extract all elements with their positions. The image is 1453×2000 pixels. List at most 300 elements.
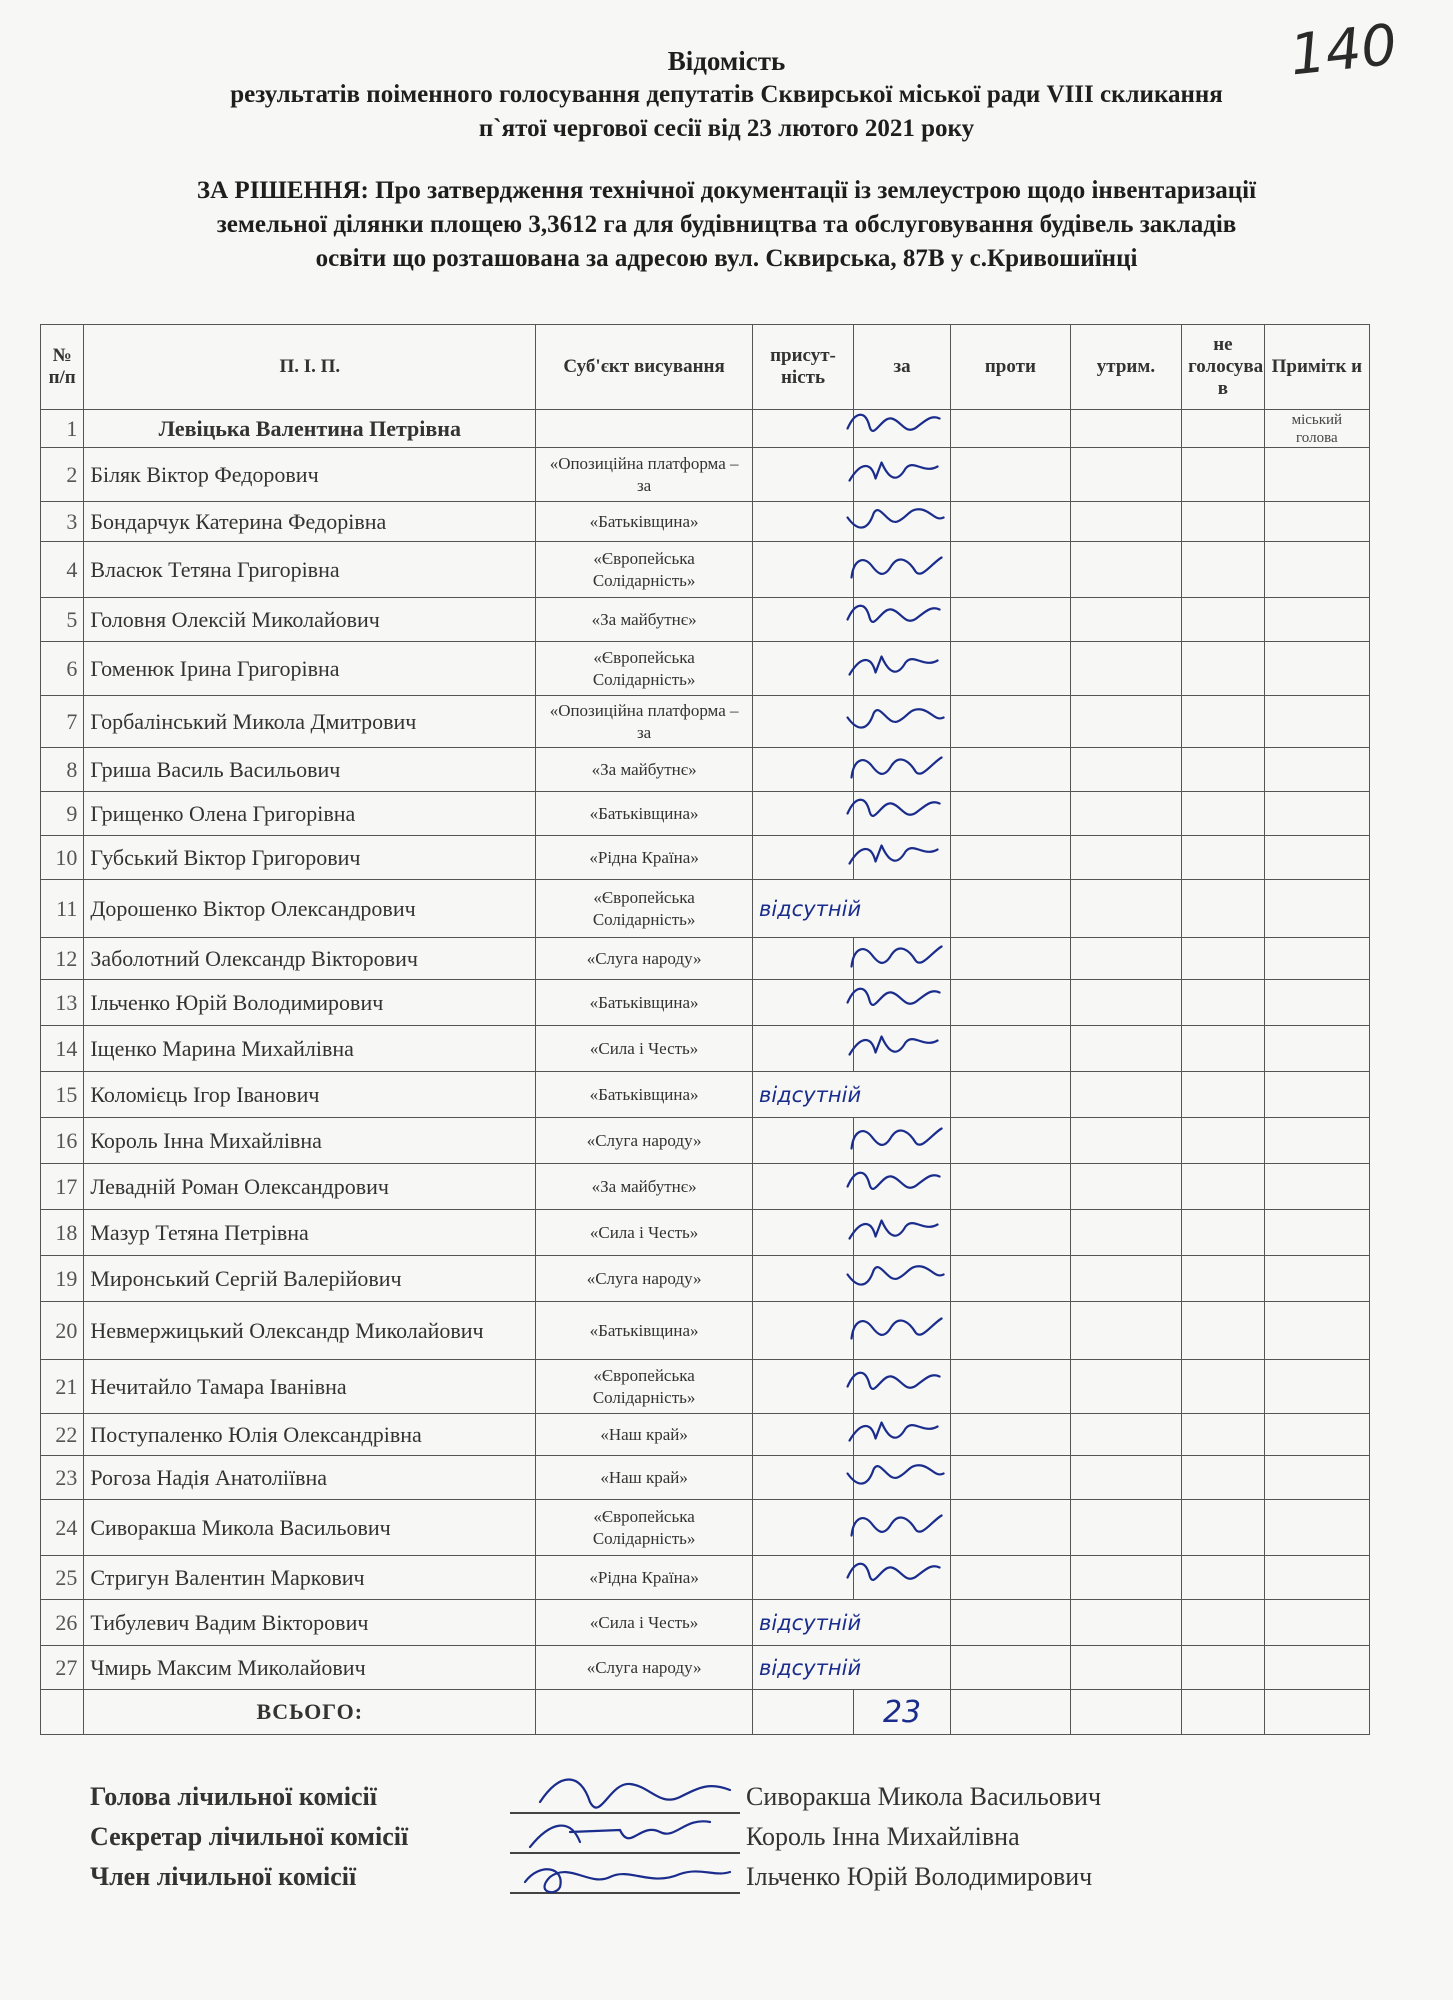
for-cell xyxy=(854,1360,951,1414)
against-cell xyxy=(951,1302,1071,1360)
present-cell xyxy=(752,598,853,642)
not-voted-cell xyxy=(1182,836,1265,880)
deputy-name: Чмирь Максим Миколайович xyxy=(84,1646,536,1690)
deputy-name: Бондарчук Катерина Федорівна xyxy=(84,502,536,542)
total-row xyxy=(41,1690,1370,1735)
table-row xyxy=(41,836,1370,880)
for-cell xyxy=(854,542,951,598)
deputy-name: Гоменюк Ірина Григорівна xyxy=(84,642,536,696)
row-num: 7 xyxy=(41,696,84,748)
not-voted-cell xyxy=(1182,1646,1265,1690)
table-row xyxy=(41,1600,1370,1646)
party xyxy=(536,410,753,448)
against-cell xyxy=(951,1118,1071,1164)
abstain-cell xyxy=(1070,1118,1181,1164)
abstain-cell xyxy=(1070,542,1181,598)
not-voted-cell xyxy=(1182,1500,1265,1556)
not-voted-cell xyxy=(1182,1600,1265,1646)
for-cell xyxy=(854,696,951,748)
note-cell xyxy=(1264,1210,1369,1256)
abstain-cell xyxy=(1070,748,1181,792)
note-cell xyxy=(1264,1164,1369,1210)
deputy-name: Нечитайло Тамара Іванівна xyxy=(84,1360,536,1414)
title-line-1: результатів поіменного голосування депутатів Сквирської міської ради VIII скликання xyxy=(230,81,1223,108)
row-num: 10 xyxy=(41,836,84,880)
note-cell xyxy=(1264,792,1369,836)
total-note-cell xyxy=(1264,1690,1369,1735)
header-name: П. І. П. xyxy=(84,325,536,410)
note-cell xyxy=(1264,1026,1369,1072)
note-cell xyxy=(1264,1646,1369,1690)
against-cell xyxy=(951,696,1071,748)
party: «Європейська Солідарність» xyxy=(536,880,753,938)
deputy-name: Сиворакша Микола Васильович xyxy=(84,1500,536,1556)
row-num: 23 xyxy=(41,1456,84,1500)
note-cell xyxy=(1264,1556,1369,1600)
against-cell xyxy=(951,836,1071,880)
row-num: 3 xyxy=(41,502,84,542)
note-cell xyxy=(1264,642,1369,696)
note-cell xyxy=(1264,696,1369,748)
not-voted-cell xyxy=(1182,1414,1265,1456)
against-cell xyxy=(951,1256,1071,1302)
not-voted-cell xyxy=(1182,542,1265,598)
absent-mark: відсутній xyxy=(758,1655,862,1680)
table-row xyxy=(41,748,1370,792)
for-cell xyxy=(854,448,951,502)
note-cell xyxy=(1264,598,1369,642)
against-cell xyxy=(951,938,1071,980)
title-line-2: п`ятої чергової сесії від 23 лютого 2021 року xyxy=(478,115,975,142)
present-cell xyxy=(752,1556,853,1600)
table-body xyxy=(41,410,1370,1735)
party: «Опозиційна платформа – за xyxy=(536,696,753,748)
table-row xyxy=(41,880,1370,938)
chair-role: Голова лічильної комісії xyxy=(90,1782,377,1811)
party: «Слуга народу» xyxy=(536,938,753,980)
note-cell: міський голова xyxy=(1264,410,1369,448)
total-present-cell xyxy=(752,1690,853,1735)
table-row xyxy=(41,938,1370,980)
for-cell xyxy=(854,1556,951,1600)
note-cell xyxy=(1264,980,1369,1026)
abstain-cell xyxy=(1070,410,1181,448)
party: «Опозиційна платформа – за xyxy=(536,448,753,502)
party: «За майбутнє» xyxy=(536,598,753,642)
abstain-cell xyxy=(1070,836,1181,880)
header-abstain: утрим. xyxy=(1070,325,1181,410)
for-cell xyxy=(854,1500,951,1556)
row-num: 6 xyxy=(41,642,84,696)
against-cell xyxy=(951,880,1071,938)
party: «Європейська Солідарність» xyxy=(536,642,753,696)
against-cell xyxy=(951,1500,1071,1556)
row-num: 24 xyxy=(41,1500,84,1556)
against-cell xyxy=(951,1210,1071,1256)
against-cell xyxy=(951,642,1071,696)
for-cell xyxy=(854,836,951,880)
table-row xyxy=(41,696,1370,748)
for-cell xyxy=(854,1118,951,1164)
deputy-name: Біляк Віктор Федорович xyxy=(84,448,536,502)
not-voted-cell xyxy=(1182,1072,1265,1118)
header-num: № п/п xyxy=(41,325,84,410)
table-row xyxy=(41,1072,1370,1118)
decision-line-2: земельної ділянки площею 3,3612 га для будівництва та обслуговування будівель закладів xyxy=(216,211,1237,238)
note-cell xyxy=(1264,1072,1369,1118)
deputy-name: Поступаленко Юлія Олександрівна xyxy=(84,1414,536,1456)
against-cell xyxy=(951,980,1071,1026)
for-cell xyxy=(854,502,951,542)
header-for: за xyxy=(854,325,951,410)
note-cell xyxy=(1264,502,1369,542)
for-cell xyxy=(854,1302,951,1360)
deputy-name: Невмержицький Олександр Миколайович xyxy=(84,1302,536,1360)
total-for-value: 23 xyxy=(882,1694,922,1730)
not-voted-cell xyxy=(1182,696,1265,748)
table-row xyxy=(41,1500,1370,1556)
for-cell xyxy=(854,1026,951,1072)
present-cell xyxy=(752,938,853,980)
deputy-name: Коломієць Ігор Іванович xyxy=(84,1072,536,1118)
header-note: Примітк и xyxy=(1264,325,1369,410)
party: «Сила і Честь» xyxy=(536,1210,753,1256)
party: «Батьківщина» xyxy=(536,980,753,1026)
row-num: 2 xyxy=(41,448,84,502)
total-against-cell xyxy=(951,1690,1071,1735)
table-row xyxy=(41,1360,1370,1414)
present-cell xyxy=(752,1414,853,1456)
party: «Європейська Солідарність» xyxy=(536,1360,753,1414)
against-cell xyxy=(951,598,1071,642)
against-cell xyxy=(951,1360,1071,1414)
table-row xyxy=(41,1456,1370,1500)
note-cell xyxy=(1264,1118,1369,1164)
table-row xyxy=(41,1256,1370,1302)
table-row xyxy=(41,502,1370,542)
deputy-name: Ільченко Юрій Володимирович xyxy=(84,980,536,1026)
note-cell xyxy=(1264,1456,1369,1500)
member-name: Ільченко Юрій Володимирович xyxy=(746,1862,1093,1891)
against-cell xyxy=(951,748,1071,792)
not-voted-cell xyxy=(1182,1302,1265,1360)
total-label: ВСЬОГО: xyxy=(84,1690,536,1735)
not-voted-cell xyxy=(1182,410,1265,448)
abstain-cell xyxy=(1070,1646,1181,1690)
not-voted-cell xyxy=(1182,938,1265,980)
absent-cell xyxy=(752,1646,950,1690)
not-voted-cell xyxy=(1182,748,1265,792)
present-cell xyxy=(752,1456,853,1500)
party: «Наш край» xyxy=(536,1456,753,1500)
table-row xyxy=(41,1026,1370,1072)
table-row xyxy=(41,792,1370,836)
against-cell xyxy=(951,792,1071,836)
row-num: 13 xyxy=(41,980,84,1026)
abstain-cell xyxy=(1070,980,1181,1026)
deputy-name: Мазур Тетяна Петрівна xyxy=(84,1210,536,1256)
for-cell xyxy=(854,748,951,792)
party: «Слуга народу» xyxy=(536,1256,753,1302)
header-not-voted: не голосува в xyxy=(1182,325,1265,410)
table-row xyxy=(41,1118,1370,1164)
row-num: 1 xyxy=(41,410,84,448)
present-cell xyxy=(752,1118,853,1164)
deputy-name: Король Інна Михайлівна xyxy=(84,1118,536,1164)
party: «Батьківщина» xyxy=(536,792,753,836)
against-cell xyxy=(951,1164,1071,1210)
table-row xyxy=(41,980,1370,1026)
note-cell xyxy=(1264,880,1369,938)
present-cell xyxy=(752,1026,853,1072)
table-row xyxy=(41,642,1370,696)
deputy-name: Іщенко Марина Михайлівна xyxy=(84,1026,536,1072)
abstain-cell xyxy=(1070,1026,1181,1072)
present-cell xyxy=(752,980,853,1026)
note-cell xyxy=(1264,1302,1369,1360)
present-cell xyxy=(752,542,853,598)
abstain-cell xyxy=(1070,1456,1181,1500)
not-voted-cell xyxy=(1182,1256,1265,1302)
row-num: 16 xyxy=(41,1118,84,1164)
deputy-name: Заболотний Олександр Вікторович xyxy=(84,938,536,980)
not-voted-cell xyxy=(1182,1210,1265,1256)
not-voted-cell xyxy=(1182,1164,1265,1210)
abstain-cell xyxy=(1070,1210,1181,1256)
against-cell xyxy=(951,448,1071,502)
row-num: 4 xyxy=(41,542,84,598)
abstain-cell xyxy=(1070,1164,1181,1210)
row-num: 15 xyxy=(41,1072,84,1118)
not-voted-cell xyxy=(1182,980,1265,1026)
present-cell xyxy=(752,448,853,502)
abstain-cell xyxy=(1070,696,1181,748)
abstain-cell xyxy=(1070,1360,1181,1414)
abstain-cell xyxy=(1070,938,1181,980)
abstain-cell xyxy=(1070,1256,1181,1302)
deputy-name: Губський Віктор Григорович xyxy=(84,836,536,880)
abstain-cell xyxy=(1070,792,1181,836)
present-cell xyxy=(752,1360,853,1414)
deputy-name: Рогоза Надія Анатоліївна xyxy=(84,1456,536,1500)
abstain-cell xyxy=(1070,880,1181,938)
present-cell xyxy=(752,836,853,880)
row-num: 17 xyxy=(41,1164,84,1210)
deputy-name: Стригун Валентин Маркович xyxy=(84,1556,536,1600)
row-num: 26 xyxy=(41,1600,84,1646)
against-cell xyxy=(951,1600,1071,1646)
not-voted-cell xyxy=(1182,1360,1265,1414)
party: «Рідна Країна» xyxy=(536,836,753,880)
not-voted-cell xyxy=(1182,1556,1265,1600)
not-voted-cell xyxy=(1182,880,1265,938)
abstain-cell xyxy=(1070,1072,1181,1118)
table-row xyxy=(41,598,1370,642)
absent-cell xyxy=(752,1600,950,1646)
abstain-cell xyxy=(1070,642,1181,696)
party: «За майбутнє» xyxy=(536,1164,753,1210)
against-cell xyxy=(951,410,1071,448)
not-voted-cell xyxy=(1182,1456,1265,1500)
secretary-role: Секретар лічильної комісії xyxy=(90,1822,409,1851)
abstain-cell xyxy=(1070,1302,1181,1360)
table-row xyxy=(41,1556,1370,1600)
present-cell xyxy=(752,792,853,836)
party: «Наш край» xyxy=(536,1414,753,1456)
member-role: Член лічильної комісії xyxy=(90,1862,357,1891)
not-voted-cell xyxy=(1182,502,1265,542)
document-header xyxy=(0,44,1453,272)
party: «Європейська Солідарність» xyxy=(536,1500,753,1556)
decision-line-3: освіти що розташована за адресою вул. Сквирська, 87В у с.Кривошиїнці xyxy=(315,245,1138,272)
page-number: 140 xyxy=(1286,12,1400,89)
row-num: 19 xyxy=(41,1256,84,1302)
note-cell xyxy=(1264,748,1369,792)
table-row xyxy=(41,448,1370,502)
abstain-cell xyxy=(1070,1414,1181,1456)
header-party: Суб'єкт висування xyxy=(536,325,753,410)
deputy-name: Власюк Тетяна Григорівна xyxy=(84,542,536,598)
deputy-name: Левадній Роман Олександрович xyxy=(84,1164,536,1210)
party: «Рідна Країна» xyxy=(536,1556,753,1600)
row-num: 18 xyxy=(41,1210,84,1256)
note-cell xyxy=(1264,1414,1369,1456)
absent-cell xyxy=(752,1072,950,1118)
for-cell xyxy=(854,1414,951,1456)
row-num: 9 xyxy=(41,792,84,836)
table-header-row xyxy=(41,325,1370,410)
for-cell xyxy=(854,1256,951,1302)
row-num: 20 xyxy=(41,1302,84,1360)
deputy-name: Левіцька Валентина Петрівна xyxy=(84,410,536,448)
row-num: 25 xyxy=(41,1556,84,1600)
row-num: 22 xyxy=(41,1414,84,1456)
against-cell xyxy=(951,1072,1071,1118)
present-cell xyxy=(752,642,853,696)
for-cell xyxy=(854,938,951,980)
party: «Сила і Честь» xyxy=(536,1600,753,1646)
total-not-voted-cell xyxy=(1182,1690,1265,1735)
table-row xyxy=(41,542,1370,598)
secretary-name: Король Інна Михайлівна xyxy=(746,1822,1020,1851)
row-num: 12 xyxy=(41,938,84,980)
deputy-name: Горбалінський Микола Дмитрович xyxy=(84,696,536,748)
not-voted-cell xyxy=(1182,598,1265,642)
header-against: проти xyxy=(951,325,1071,410)
table-row xyxy=(41,1302,1370,1360)
present-cell xyxy=(752,1256,853,1302)
for-cell xyxy=(854,980,951,1026)
against-cell xyxy=(951,1556,1071,1600)
abstain-cell xyxy=(1070,1500,1181,1556)
note-cell xyxy=(1264,542,1369,598)
deputy-name: Головня Олексій Миколайович xyxy=(84,598,536,642)
note-cell xyxy=(1264,1600,1369,1646)
for-cell xyxy=(854,642,951,696)
not-voted-cell xyxy=(1182,642,1265,696)
total-num-cell xyxy=(41,1690,84,1735)
present-cell xyxy=(752,748,853,792)
not-voted-cell xyxy=(1182,792,1265,836)
party: «Слуга народу» xyxy=(536,1118,753,1164)
decision-line-1: ЗА РІШЕННЯ: Про затвердження технічної документації із землеустрою щодо інвентаризації xyxy=(196,177,1257,204)
against-cell xyxy=(951,1414,1071,1456)
present-cell xyxy=(752,1500,853,1556)
party: «Європейська Солідарність» xyxy=(536,542,753,598)
deputy-name: Тибулевич Вадим Вікторович xyxy=(84,1600,536,1646)
document-title: Відомість xyxy=(667,46,786,76)
table-row xyxy=(41,1210,1370,1256)
for-cell xyxy=(854,1164,951,1210)
decision-text xyxy=(0,174,1453,276)
total-abstain-cell xyxy=(1070,1690,1181,1735)
present-cell xyxy=(752,1210,853,1256)
row-num: 8 xyxy=(41,748,84,792)
deputy-name: Грищенко Олена Григорівна xyxy=(84,792,536,836)
present-cell xyxy=(752,410,853,448)
deputy-name: Дорошенко Віктор Олександрович xyxy=(84,880,536,938)
not-voted-cell xyxy=(1182,1026,1265,1072)
deputy-name: Миронський Сергій Валерійович xyxy=(84,1256,536,1302)
for-cell xyxy=(854,1210,951,1256)
abstain-cell xyxy=(1070,502,1181,542)
member-signature xyxy=(510,1842,740,1902)
not-voted-cell xyxy=(1182,448,1265,502)
abstain-cell xyxy=(1070,1556,1181,1600)
row-num: 5 xyxy=(41,598,84,642)
table-row xyxy=(41,410,1370,448)
header-present: присут-ність xyxy=(752,325,853,410)
for-cell xyxy=(854,1456,951,1500)
deputy-name: Гриша Василь Васильович xyxy=(84,748,536,792)
table-row xyxy=(41,1164,1370,1210)
note-cell xyxy=(1264,938,1369,980)
party: «За майбутнє» xyxy=(536,748,753,792)
voting-table xyxy=(40,324,1370,1735)
for-cell xyxy=(854,410,951,448)
party: «Сила і Честь» xyxy=(536,1026,753,1072)
note-cell xyxy=(1264,448,1369,502)
note-cell xyxy=(1264,1500,1369,1556)
for-cell xyxy=(854,792,951,836)
against-cell xyxy=(951,542,1071,598)
party: «Батьківщина» xyxy=(536,502,753,542)
total-party-cell xyxy=(536,1690,753,1735)
chair-name: Сиворакша Микола Васильович xyxy=(746,1782,1102,1811)
commission-member-row xyxy=(90,1862,1340,1902)
for-cell xyxy=(854,598,951,642)
absent-mark: відсутній xyxy=(758,1082,862,1107)
abstain-cell xyxy=(1070,1600,1181,1646)
not-voted-cell xyxy=(1182,1118,1265,1164)
table-row xyxy=(41,1414,1370,1456)
against-cell xyxy=(951,1456,1071,1500)
against-cell xyxy=(951,1646,1071,1690)
table-row xyxy=(41,1646,1370,1690)
note-cell xyxy=(1264,836,1369,880)
present-cell xyxy=(752,502,853,542)
note-cell xyxy=(1264,1360,1369,1414)
absent-cell xyxy=(752,880,950,938)
against-cell xyxy=(951,1026,1071,1072)
present-cell xyxy=(752,696,853,748)
present-cell xyxy=(752,1164,853,1210)
party: «Батьківщина» xyxy=(536,1072,753,1118)
row-num: 11 xyxy=(41,880,84,938)
against-cell xyxy=(951,502,1071,542)
note-cell xyxy=(1264,1256,1369,1302)
party: «Батьківщина» xyxy=(536,1302,753,1360)
